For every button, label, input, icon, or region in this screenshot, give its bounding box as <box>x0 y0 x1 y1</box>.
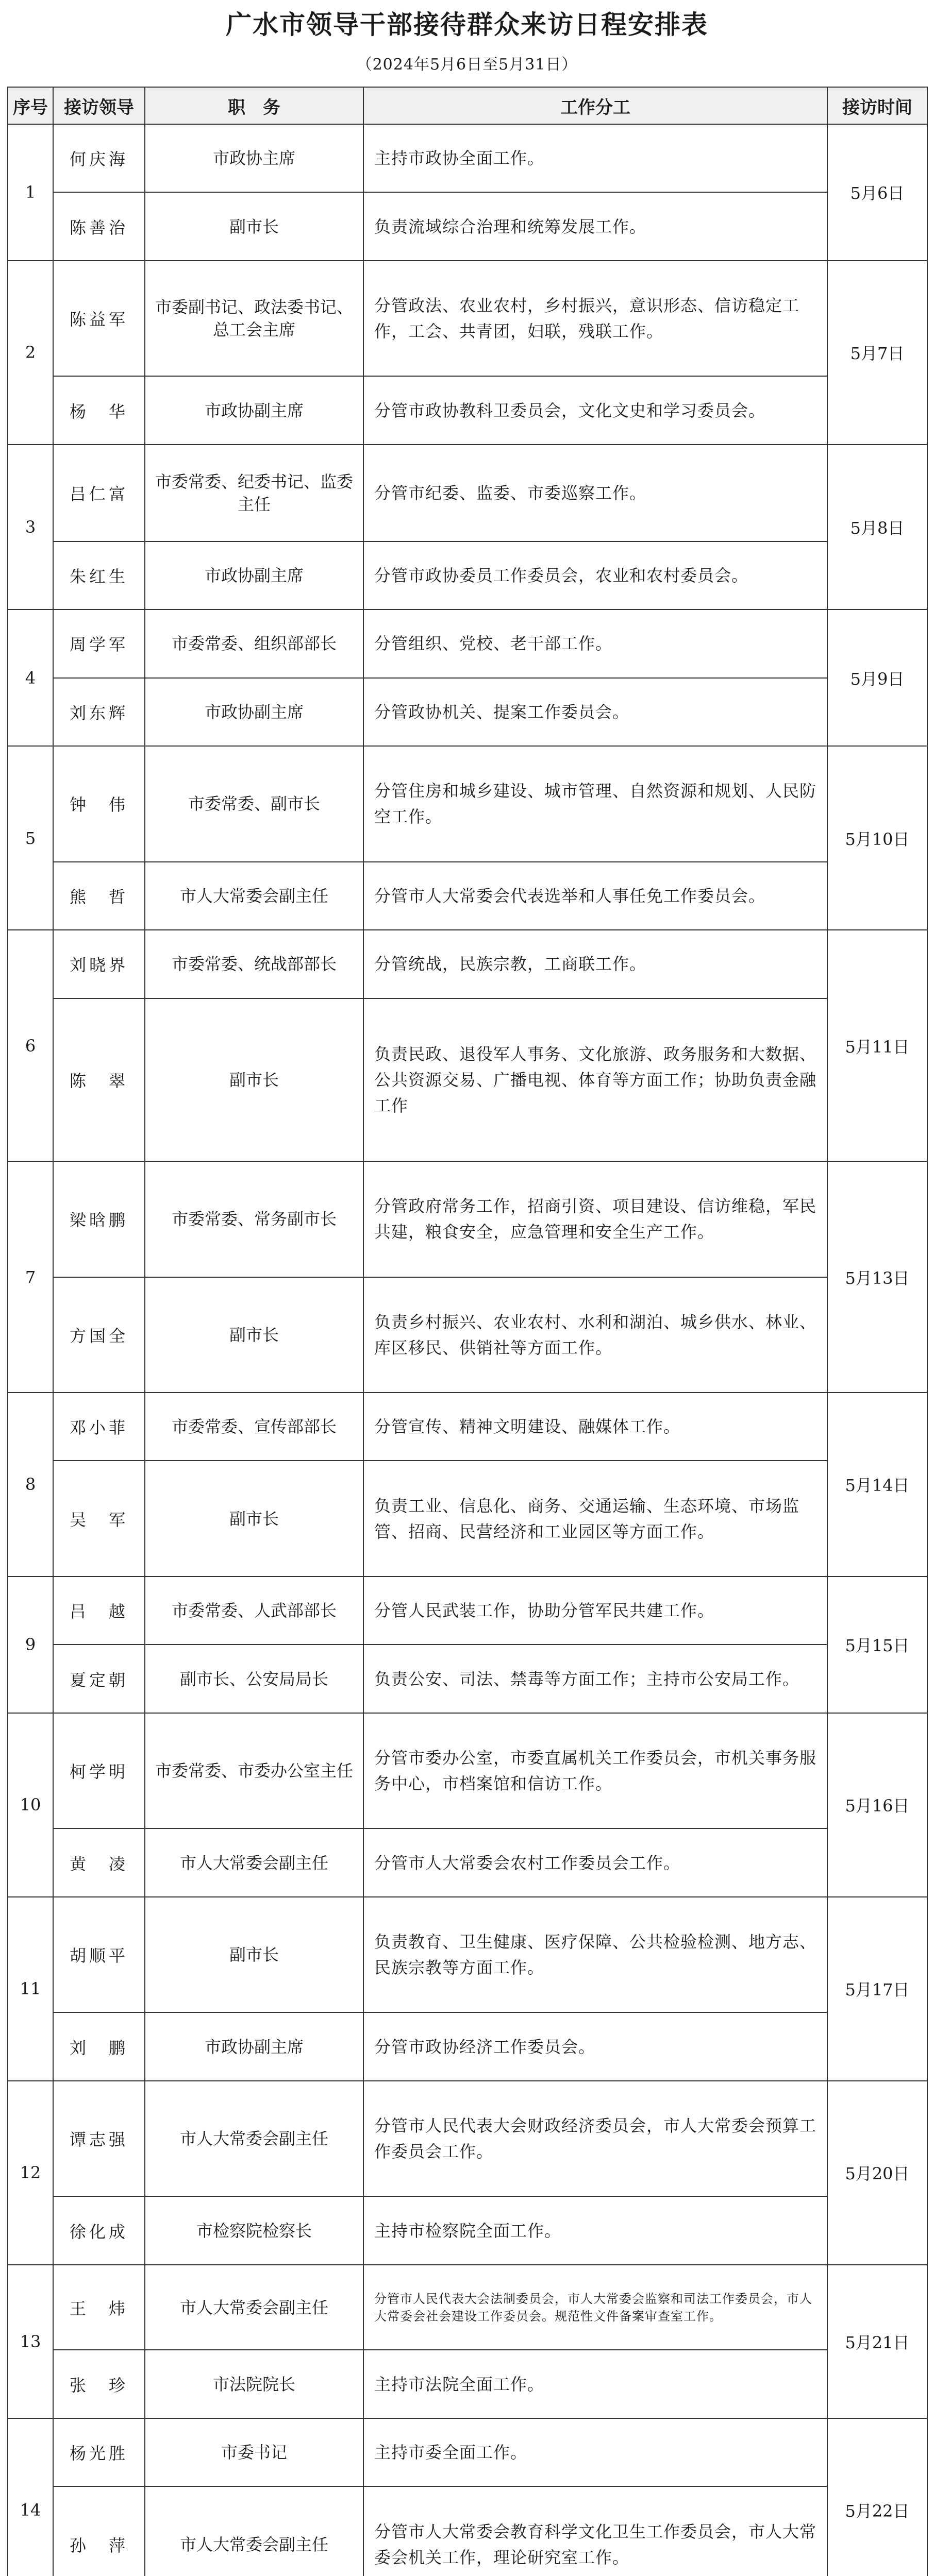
leader-role: 市人大常委会副主任 <box>145 2265 363 2350</box>
leader-name: 黄 凌 <box>53 1828 145 1896</box>
leader-duty: 分管宣传、精神文明建设、融媒体工作。 <box>363 1393 827 1461</box>
leader-role: 市人大常委会副主任 <box>145 2081 363 2196</box>
table-row <box>8 261 927 376</box>
table-row <box>8 998 927 1161</box>
leader-role: 市委常委、统战部部长 <box>145 930 363 998</box>
leader-duty: 分管住房和城乡建设、城市管理、自然资源和规划、人民防空工作。 <box>363 746 827 861</box>
schedule-table <box>7 87 928 2576</box>
leader-name: 梁晗鹏 <box>53 1161 145 1277</box>
reception-date: 5月22日 <box>827 2418 927 2576</box>
leader-name: 陈益军 <box>53 261 145 376</box>
leader-duty: 分管市政协委员工作委员会，农业和农村委员会。 <box>363 541 827 609</box>
table-row <box>8 1393 927 1461</box>
table-row <box>8 2350 927 2418</box>
leader-duty: 分管市人民代表大会财政经济委员会，市人大常委会预算工作委员会工作。 <box>363 2081 827 2196</box>
table-row <box>8 1461 927 1576</box>
leader-name: 胡顺平 <box>53 1897 145 2012</box>
leader-duty: 负责公安、司法、禁毒等方面工作；主持市公安局工作。 <box>363 1645 827 1713</box>
row-seq-number: 12 <box>8 2081 53 2265</box>
leader-name: 夏定朝 <box>53 1645 145 1713</box>
leader-name: 陈善治 <box>53 192 145 260</box>
table-row <box>8 376 927 444</box>
leader-role: 市政协副主席 <box>145 376 363 444</box>
leader-role: 市委书记 <box>145 2418 363 2486</box>
leader-role: 市人大常委会副主任 <box>145 1828 363 1896</box>
table-header <box>8 87 927 124</box>
leader-role: 市人大常委会副主任 <box>145 862 363 930</box>
reception-date: 5月8日 <box>827 445 927 609</box>
leader-name: 谭志强 <box>53 2081 145 2196</box>
leader-name: 吕 越 <box>53 1577 145 1645</box>
table-row <box>8 2486 927 2576</box>
leader-role: 副市长 <box>145 1461 363 1576</box>
reception-date: 5月6日 <box>827 124 927 261</box>
leader-role: 市政协副主席 <box>145 678 363 746</box>
row-seq-number: 2 <box>8 261 53 445</box>
leader-duty: 分管市人大常委会代表选举和人事任免工作委员会。 <box>363 862 827 930</box>
leader-role: 市委常委、宣传部部长 <box>145 1393 363 1461</box>
table-row <box>8 746 927 861</box>
table-row <box>8 445 927 541</box>
leader-role: 市政协主席 <box>145 124 363 192</box>
leader-name: 刘东辉 <box>53 678 145 746</box>
page-title: 广水市领导干部接待群众来访日程安排表 <box>226 10 708 40</box>
table-row <box>8 192 927 260</box>
date-range-subtitle: （2024年5月6日至5月31日） <box>356 56 578 74</box>
header-role: 职 务 <box>145 87 363 124</box>
leader-duty: 主持市法院全面工作。 <box>363 2350 827 2418</box>
table-row <box>8 862 927 930</box>
leader-role: 市人大常委会副主任 <box>145 2486 363 2576</box>
reception-date: 5月11日 <box>827 930 927 1161</box>
table-row <box>8 1828 927 1896</box>
leader-name: 何庆海 <box>53 124 145 192</box>
table-row <box>8 2196 927 2264</box>
leader-duty: 负责乡村振兴、农业农村、水利和湖泊、城乡供水、林业、库区移民、供销社等方面工作。 <box>363 1277 827 1393</box>
leader-role: 副市长、公安局局长 <box>145 1645 363 1713</box>
leader-role: 市委副书记、政法委书记、总工会主席 <box>145 261 363 376</box>
leader-name: 吕仁富 <box>53 445 145 541</box>
table-row <box>8 1897 927 2012</box>
reception-date: 5月10日 <box>827 746 927 930</box>
leader-name: 刘 鹏 <box>53 2012 145 2080</box>
leader-name: 张 珍 <box>53 2350 145 2418</box>
header-leader: 接访领导 <box>53 87 145 124</box>
leader-role: 市委常委、人武部部长 <box>145 1577 363 1645</box>
row-seq-number: 3 <box>8 445 53 609</box>
leader-duty: 分管市人民代表大会法制委员会，市人大常委会监察和司法工作委员会，市人大常委会社会建设工作委员会。规范性文件备案审查室工作。 <box>363 2265 827 2350</box>
leader-duty: 主持市政协全面工作。 <box>363 124 827 192</box>
leader-name: 熊 哲 <box>53 862 145 930</box>
header-seq: 序号 <box>8 87 53 124</box>
leader-name: 陈 翠 <box>53 998 145 1161</box>
table-row <box>8 678 927 746</box>
leader-role: 副市长 <box>145 192 363 260</box>
leader-duty: 负责工业、信息化、商务、交通运输、生态环境、市场监管、招商、民营经济和工业园区等方面工作。 <box>363 1461 827 1576</box>
leader-role: 市委常委、市委办公室主任 <box>145 1713 363 1828</box>
table-row <box>8 930 927 998</box>
table-row <box>8 1277 927 1393</box>
row-seq-number: 13 <box>8 2265 53 2418</box>
leader-name: 朱红生 <box>53 541 145 609</box>
row-seq-number: 5 <box>8 746 53 930</box>
leader-name: 刘晓界 <box>53 930 145 998</box>
row-seq-number: 11 <box>8 1897 53 2081</box>
header-date: 接访时间 <box>827 87 927 124</box>
table-row <box>8 2012 927 2080</box>
table-row <box>8 2265 927 2350</box>
leader-duty: 分管市政协教科卫委员会，文化文史和学习委员会。 <box>363 376 827 444</box>
leader-role: 市委常委、常务副市长 <box>145 1161 363 1277</box>
leader-name: 吴 军 <box>53 1461 145 1576</box>
table-body <box>8 124 927 2576</box>
leader-role: 市委常委、副市长 <box>145 746 363 861</box>
table-row <box>8 2418 927 2486</box>
leader-name: 柯学明 <box>53 1713 145 1828</box>
leader-name: 邓小菲 <box>53 1393 145 1461</box>
leader-duty: 主持市委全面工作。 <box>363 2418 827 2486</box>
reception-date: 5月16日 <box>827 1713 927 1897</box>
row-seq-number: 4 <box>8 609 53 746</box>
leader-role: 市检察院检察长 <box>145 2196 363 2264</box>
leader-name: 杨 华 <box>53 376 145 444</box>
leader-duty: 负责教育、卫生健康、医疗保障、公共检验检测、地方志、民族宗教等方面工作。 <box>363 1897 827 2012</box>
table-row <box>8 2081 927 2196</box>
row-seq-number: 7 <box>8 1161 53 1393</box>
reception-date: 5月7日 <box>827 261 927 445</box>
leader-duty: 分管人民武装工作，协助分管军民共建工作。 <box>363 1577 827 1645</box>
leader-name: 徐化成 <box>53 2196 145 2264</box>
leader-duty: 分管政法、农业农村，乡村振兴，意识形态、信访稳定工作，工会、共青团，妇联，残联工作。 <box>363 261 827 376</box>
row-seq-number: 14 <box>8 2418 53 2576</box>
table-row <box>8 609 927 677</box>
leader-duty: 分管市纪委、监委、市委巡察工作。 <box>363 445 827 541</box>
reception-date: 5月9日 <box>827 609 927 746</box>
leader-duty: 主持市检察院全面工作。 <box>363 2196 827 2264</box>
leader-duty: 负责流域综合治理和统筹发展工作。 <box>363 192 827 260</box>
table-row <box>8 541 927 609</box>
leader-duty: 分管政府常务工作，招商引资、项目建设、信访维稳，军民共建，粮食安全，应急管理和安全生产工作。 <box>363 1161 827 1277</box>
leader-name: 杨光胜 <box>53 2418 145 2486</box>
leader-name: 周学军 <box>53 609 145 677</box>
leader-name: 钟 伟 <box>53 746 145 861</box>
table-row <box>8 124 927 192</box>
row-seq-number: 1 <box>8 124 53 261</box>
row-seq-number: 9 <box>8 1577 53 1713</box>
leader-role: 副市长 <box>145 1277 363 1393</box>
header-row <box>8 87 927 124</box>
leader-role: 市委常委、纪委书记、监委主任 <box>145 445 363 541</box>
leader-duty: 分管市人大常委会教育科学文化卫生工作委员会，市人大常委会机关工作，理论研究室工作。 <box>363 2486 827 2576</box>
reception-date: 5月17日 <box>827 1897 927 2081</box>
leader-duty: 负责民政、退役军人事务、文化旅游、政务服务和大数据、公共资源交易、广播电视、体育等方面工作；协助负责金融工作 <box>363 998 827 1161</box>
leader-role: 副市长 <box>145 1897 363 2012</box>
reception-date: 5月20日 <box>827 2081 927 2265</box>
table-row <box>8 1645 927 1713</box>
leader-duty: 分管市政协经济工作委员会。 <box>363 2012 827 2080</box>
header-duty: 工作分工 <box>363 87 827 124</box>
leader-name: 方国全 <box>53 1277 145 1393</box>
leader-duty: 分管市委办公室，市委直属机关工作委员会，市机关事务服务中心，市档案馆和信访工作。 <box>363 1713 827 1828</box>
leader-duty: 分管组织、党校、老干部工作。 <box>363 609 827 677</box>
leader-role: 市法院院长 <box>145 2350 363 2418</box>
leader-role: 市政协副主席 <box>145 541 363 609</box>
leader-role: 副市长 <box>145 998 363 1161</box>
table-row <box>8 1577 927 1645</box>
reception-date: 5月13日 <box>827 1161 927 1393</box>
row-seq-number: 6 <box>8 930 53 1161</box>
leader-duty: 分管统战，民族宗教，工商联工作。 <box>363 930 827 998</box>
leader-duty: 分管政协机关、提案工作委员会。 <box>363 678 827 746</box>
row-seq-number: 10 <box>8 1713 53 1897</box>
leader-role: 市委常委、组织部部长 <box>145 609 363 677</box>
reception-date: 5月14日 <box>827 1393 927 1577</box>
leader-role: 市政协副主席 <box>145 2012 363 2080</box>
reception-date: 5月15日 <box>827 1577 927 1713</box>
reception-date: 5月21日 <box>827 2265 927 2418</box>
leader-name: 孙 萍 <box>53 2486 145 2576</box>
leader-name: 王 炜 <box>53 2265 145 2350</box>
table-row <box>8 1713 927 1828</box>
table-row <box>8 1161 927 1277</box>
row-seq-number: 8 <box>8 1393 53 1577</box>
leader-duty: 分管市人大常委会农村工作委员会工作。 <box>363 1828 827 1896</box>
